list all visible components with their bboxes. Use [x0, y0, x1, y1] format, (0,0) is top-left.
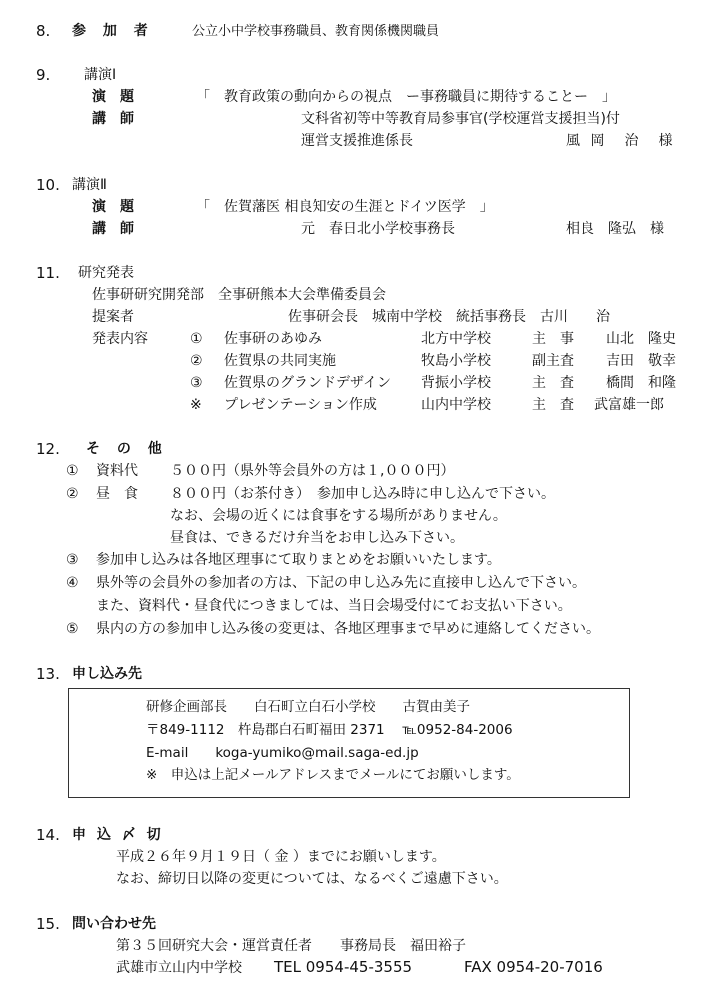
section-13-heading: 申し込み先	[72, 666, 142, 682]
section-13-number: 13.	[36, 665, 60, 683]
section-12-number: 12.	[36, 440, 60, 458]
section-9-heading: 講演Ⅰ	[84, 67, 117, 83]
section-9-speaker-position: 運営支援推進係長	[301, 133, 413, 149]
section-12-heading: そ の 他	[86, 441, 168, 457]
section-9-title-label: 演 題	[92, 89, 134, 105]
contact-person: 研修企画部長 白石町立白石小学校 古賀由美子	[146, 699, 470, 715]
section-9-speaker-label: 講 師	[92, 111, 134, 127]
section-10-title: 「 佐賀藩医 相良知安の生涯とドイツ医学 」	[196, 199, 494, 215]
section-10-heading: 講演Ⅱ	[72, 177, 107, 193]
section-15-heading: 問い合わせ先	[72, 916, 156, 932]
list-item-school: 背振小学校	[421, 375, 491, 391]
section-11-content-label: 発表内容	[92, 331, 148, 347]
section-9-number: 9.	[36, 66, 51, 84]
note-2-text: ８００円（お茶付き） 参加申し込み時に申し込んで下さい。	[170, 486, 555, 502]
section-11-proposer: 佐事研会長 城南中学校 統括事務長 古川 治	[288, 309, 610, 325]
list-item-name: 橋間 和隆	[606, 375, 676, 391]
note-2-mark: ②	[66, 486, 79, 502]
list-item-mark: ※	[190, 397, 202, 413]
note-1-mark: ①	[66, 463, 79, 479]
list-item-school: 牧島小学校	[421, 353, 491, 369]
section-11-department: 佐事研研究開発部 全事研熊本大会準備委員会	[92, 287, 386, 303]
list-item-title: プレゼンテーション作成	[224, 397, 377, 413]
note-3-mark: ③	[66, 552, 79, 568]
list-item-role: 副主査	[532, 353, 574, 369]
note-4-text: 県外等の会員外の参加者の方は、下記の申し込み先に直接申し込んで下さい。	[96, 575, 586, 591]
section-8-number: 8.	[36, 22, 51, 40]
section-10-number: 10.	[36, 176, 60, 194]
inquiry-fax: FAX 0954-20-7016	[464, 958, 603, 976]
list-item-role: 主 査	[532, 375, 574, 391]
section-9-title: 「 教育政策の動向からの視点 ー事務職員に期待することー 」	[196, 89, 616, 105]
deadline-text: 平成２６年９月１９日（ 金 ）までにお願いします。	[116, 849, 446, 865]
list-item-name: 吉田 敬幸	[606, 353, 676, 369]
list-item-school: 北方中学校	[421, 331, 491, 347]
contact-address: 〒849-1112 杵島郡白石町福田 2371 ℡0952-84-2006	[146, 722, 513, 738]
list-item-school: 山内中学校	[421, 397, 491, 413]
note-1-text: ５００円（県外等会員外の方は１,０００円）	[170, 463, 455, 479]
section-10-speaker-label: 講 師	[92, 221, 134, 237]
list-item-mark: ③	[190, 375, 203, 391]
contact-note: ※ 申込は上記メールアドレスまでメールにてお願いします。	[146, 767, 520, 783]
list-item-name: 山北 隆史	[606, 331, 676, 347]
note-2-label: 昼 食	[96, 486, 138, 502]
list-item-role: 主 事	[532, 331, 574, 347]
note-2-text-b: なお、会場の近くには食事をする場所がありません。	[170, 508, 507, 524]
note-5-mark: ⑤	[66, 621, 79, 637]
list-item-mark: ②	[190, 353, 203, 369]
note-5-text: 県内の方の参加申し込み後の変更は、各地区理事まで早めに連絡してください。	[96, 621, 600, 637]
list-item-title: 佐事研のあゆみ	[224, 331, 322, 347]
inquiry-phone: TEL 0954-45-3555	[274, 958, 413, 976]
section-11-heading: 研究発表	[78, 265, 134, 281]
section-14-number: 14.	[36, 826, 60, 844]
note-2-text-c: 昼食は、できるだけ弁当をお申し込み下さい。	[170, 530, 464, 546]
deadline-note: なお、締切日以降の変更については、なるべくご遠慮下さい。	[116, 871, 508, 887]
section-8-text: 公立小中学校事務職員、教育関係機関職員	[192, 24, 440, 39]
note-1-label: 資料代	[96, 463, 138, 479]
section-10-speaker-name: 相良 隆弘 様	[566, 221, 664, 237]
list-item-name: 武富雄一郎	[594, 397, 664, 413]
contact-email[interactable]: E-mail koga-yumiko@mail.saga-ed.jp	[146, 745, 419, 761]
section-10-speaker-affiliation: 元 春日北小学校事務長	[301, 221, 455, 237]
section-10-title-label: 演 題	[92, 199, 134, 215]
section-14-heading: 申 込 〆 切	[72, 827, 164, 843]
inquiry-person: 第３５回研究大会・運営責任者 事務局長 福田裕子	[116, 938, 466, 954]
section-8-heading: 参 加 者	[72, 23, 154, 39]
section-11-proposer-label: 提案者	[92, 309, 134, 325]
section-11-number: 11.	[36, 264, 60, 282]
note-4-text-b: また、資料代・昼食代につきましては、当日会場受付にてお支払い下さい。	[96, 598, 572, 614]
list-item-title: 佐賀県のグランドデザイン	[224, 375, 392, 391]
section-15-number: 15.	[36, 915, 60, 933]
inquiry-school: 武雄市立山内中学校	[116, 960, 242, 976]
section-9-speaker-affiliation: 文科省初等中等教育局参事官(学校運営支援担当)付	[301, 111, 620, 127]
section-9-speaker-name: 風 岡 治 様	[566, 133, 676, 149]
note-3-text: 参加申し込みは各地区理事にて取りまとめをお願いいたします。	[96, 552, 501, 568]
note-4-mark: ④	[66, 575, 79, 591]
list-item-mark: ①	[190, 331, 203, 347]
list-item-title: 佐賀県の共同実施	[224, 353, 336, 369]
list-item-role: 主 査	[532, 397, 574, 413]
